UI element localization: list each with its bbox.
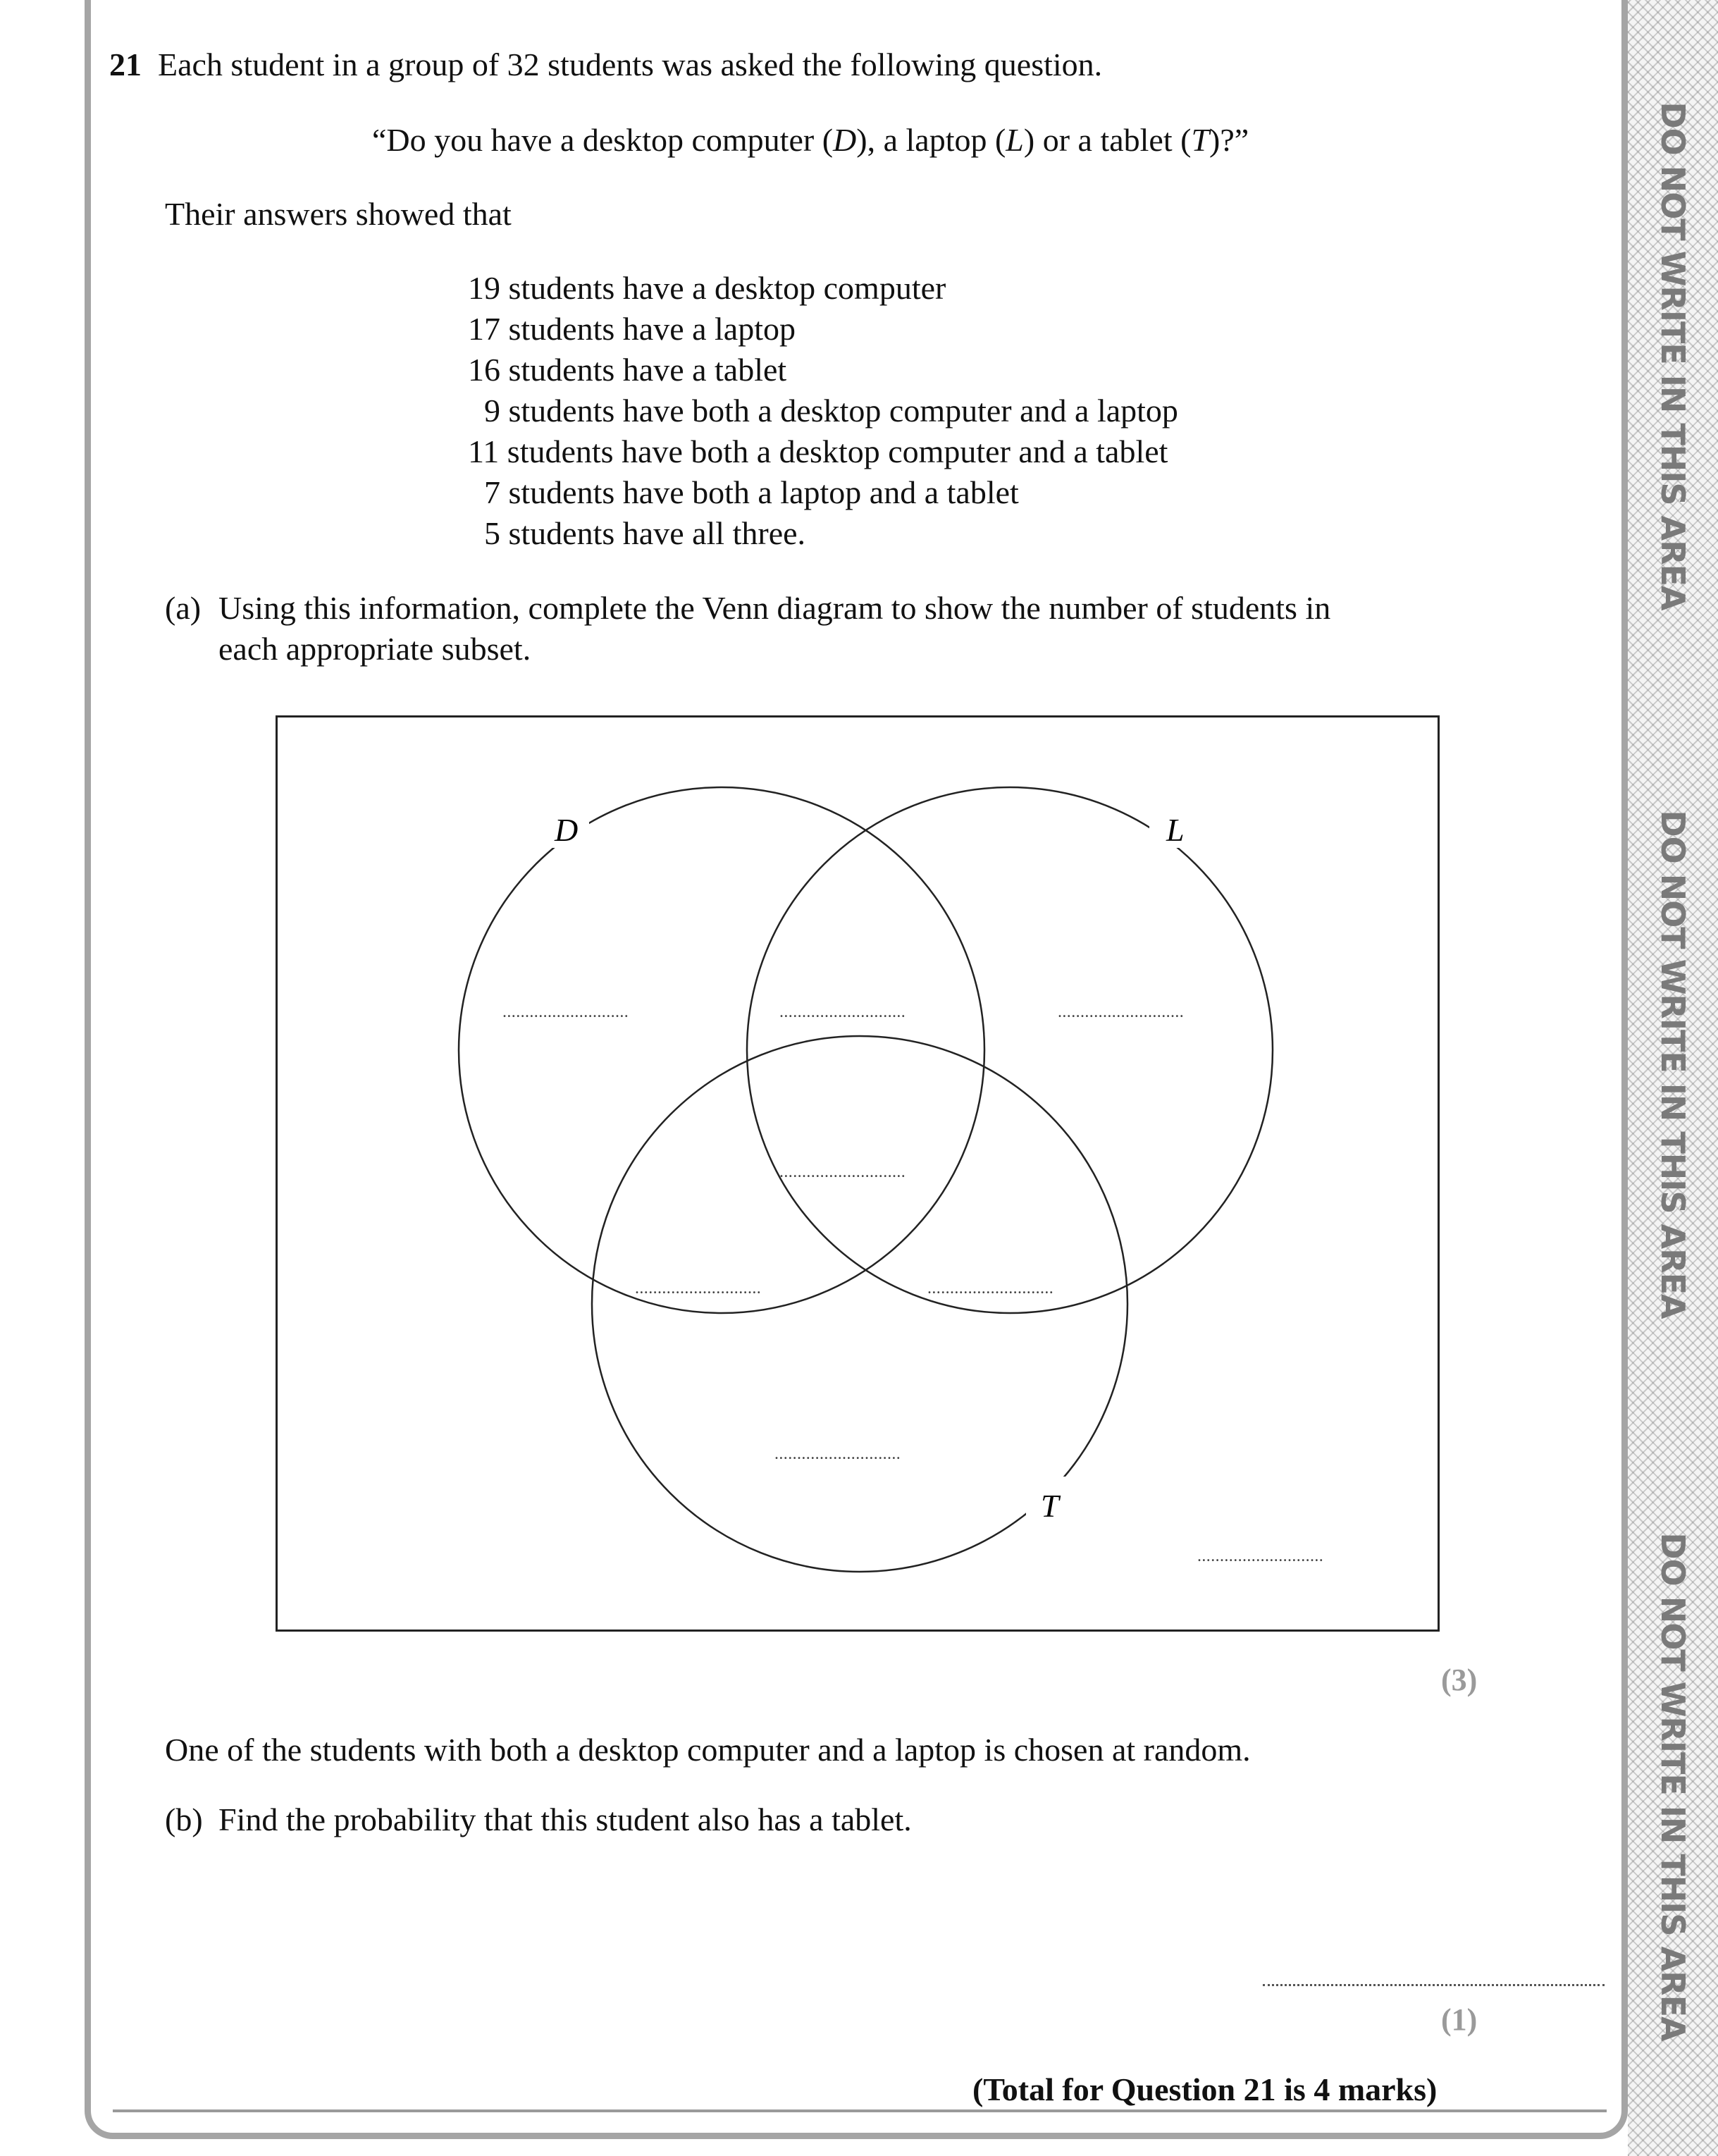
question-intro: Each student in a group of 32 students was asked the following question. bbox=[158, 47, 1103, 82]
fact-line: 9 students have both a desktop computer and a laptop bbox=[484, 393, 1178, 429]
blank-d-and-l[interactable]: ............................ bbox=[779, 1003, 906, 1021]
fact-line: 19 students have a desktop computer bbox=[468, 270, 946, 306]
circle-d bbox=[459, 787, 984, 1313]
quote-var-t: T bbox=[1191, 122, 1210, 158]
part-b-stem: One of the students with both a desktop computer and a laptop is chosen at random. bbox=[165, 1732, 1251, 1768]
part-a-text-line1: Using this information, complete the Venn diagram to show the number of students in bbox=[218, 590, 1331, 626]
set-label-l: L bbox=[1166, 812, 1185, 848]
blank-all-three[interactable]: ............................ bbox=[779, 1163, 906, 1181]
fact-line: 16 students have a tablet bbox=[468, 352, 787, 388]
quote-part: )?” bbox=[1209, 122, 1249, 158]
part-b-label: (b) bbox=[165, 1801, 203, 1837]
margin-warning-middle: DO NOT WRITE IN THIS AREA bbox=[1654, 810, 1692, 1319]
marks-part-b: (1) bbox=[1441, 2002, 1478, 2037]
fact-line: 5 students have all three. bbox=[484, 515, 806, 551]
fact-line: 7 students have both a laptop and a tablet bbox=[484, 474, 1019, 510]
fact-line: 17 students have a laptop bbox=[468, 311, 796, 347]
set-label-d: D bbox=[555, 812, 579, 848]
quote-part: ), a laptop ( bbox=[856, 122, 1006, 158]
question-header bbox=[109, 44, 1102, 85]
blank-outside[interactable]: ............................ bbox=[1197, 1547, 1324, 1565]
circle-l bbox=[747, 787, 1273, 1313]
quote-part: “Do you have a desktop computer ( bbox=[372, 122, 834, 158]
blank-t-only[interactable]: ............................ bbox=[774, 1445, 901, 1463]
survey-question bbox=[372, 120, 1249, 161]
quote-var-l: L bbox=[1006, 122, 1024, 158]
margin-warning-bottom: DO NOT WRITE IN THIS AREA bbox=[1654, 1532, 1692, 2041]
answers-intro: Their answers showed that bbox=[165, 196, 512, 232]
part-a-text-line2: each appropriate subset. bbox=[218, 631, 531, 667]
blank-l-and-t[interactable]: ............................ bbox=[927, 1279, 1054, 1298]
part-b-text: Find the probability that this student also has a tablet. bbox=[218, 1801, 912, 1837]
part-a-label: (a) bbox=[165, 590, 202, 626]
blank-d-and-t[interactable]: ............................ bbox=[635, 1279, 762, 1298]
marks-part-a: (3) bbox=[1441, 1663, 1478, 1697]
blank-d-only[interactable]: ............................ bbox=[502, 1003, 629, 1021]
answer-line-b[interactable] bbox=[1263, 1984, 1605, 1986]
question-number: 21 bbox=[109, 47, 142, 82]
venn-diagram bbox=[276, 715, 1440, 1632]
set-label-t: T bbox=[1041, 1488, 1059, 1524]
margin-warning-top: DO NOT WRITE IN THIS AREA bbox=[1654, 101, 1692, 610]
fact-line: 11 students have both a desktop computer and a tablet bbox=[468, 433, 1168, 469]
quote-part: ) or a tablet ( bbox=[1023, 122, 1192, 158]
total-marks: (Total for Question 21 is 4 marks) bbox=[972, 2071, 1438, 2107]
blank-l-only[interactable]: ............................ bbox=[1058, 1003, 1185, 1021]
quote-var-d: D bbox=[833, 122, 857, 158]
bottom-rule bbox=[113, 2109, 1607, 2112]
